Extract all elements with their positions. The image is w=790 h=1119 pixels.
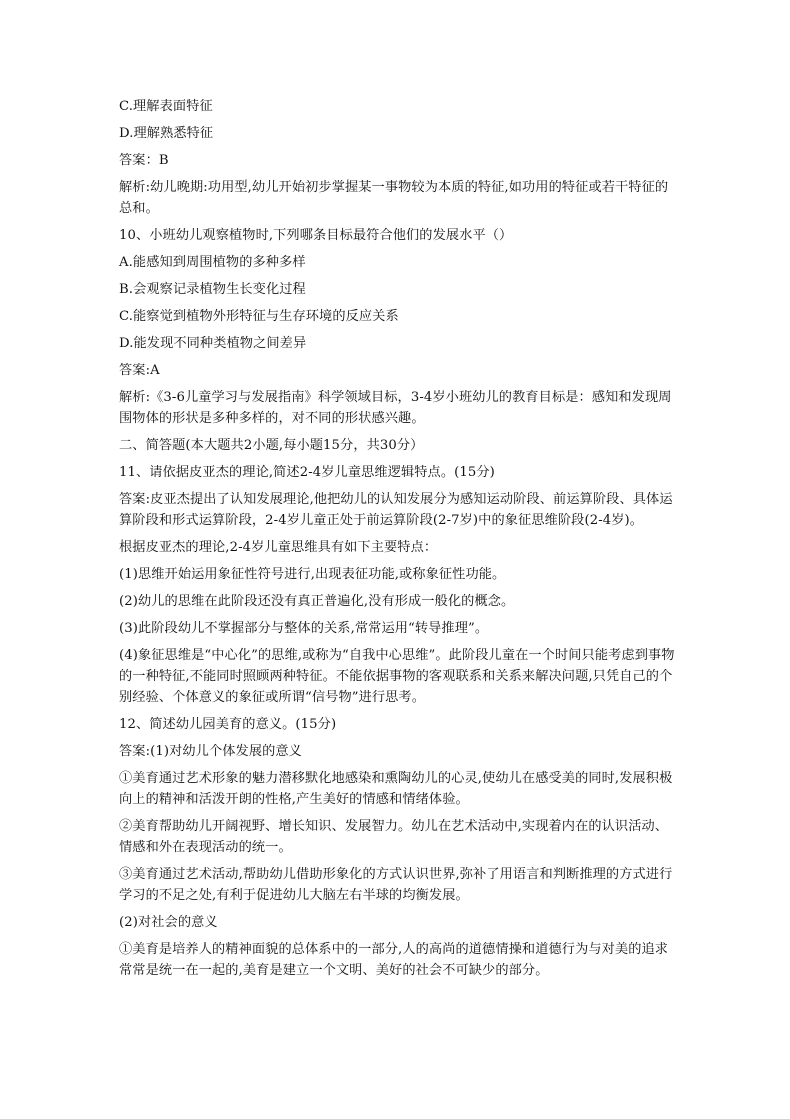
- option-d: D.理解熟悉特征: [119, 126, 214, 141]
- option-c: C.能察觉到植物外形特征与生存环境的反应关系: [119, 309, 399, 324]
- list-item: ③美育通过艺术活动,帮助幼儿借助形象化的方式认识世界,弥补了用语言和判断推理的方式进行学习的不足之处,有利于促进幼儿大脑左右半球的均衡发展。: [119, 867, 673, 903]
- explanation: 解析:幼儿晚期:功用型,幼儿开始初步掌握某一事物较为本质的特征,如功用的特征或若干特征的总和。: [119, 180, 669, 216]
- list-item: (2)幼儿的思维在此阶段还没有真正普遍化,没有形成一般化的概念。: [119, 594, 515, 609]
- paragraph: 根据皮亚杰的理论,2-4岁儿童思维具有如下主要特点：: [119, 540, 438, 555]
- question-10: 10、小班幼儿观察植物时,下列哪条目标最符合他们的发展水平（）: [119, 228, 513, 243]
- answer: 答案:(1)对幼儿个体发展的意义: [119, 744, 302, 759]
- list-item: (3)此阶段幼儿不掌握部分与整体的关系,常常运用“转导推理”。: [119, 621, 489, 636]
- list-item: ①美育通过艺术形象的魅力潜移默化地感染和熏陶幼儿的心灵,使幼儿在感受美的同时,发展积极向上的精神和活泼开朗的性格,产生美好的情感和情绪体验。: [119, 771, 673, 807]
- question-12: 12、简述幼儿园美育的意义。(15分): [119, 717, 337, 732]
- question-11: 11、请依据皮亚杰的理论,简述2-4岁儿童思维逻辑特点。(15分): [119, 465, 495, 480]
- option-c: C.理解表面特征: [119, 99, 213, 114]
- list-item: ②美育帮助幼儿开阔视野、增长知识、发展智力。幼儿在艺术活动中,实现着内在的认识活动、情感和外在表现活动的统一。: [119, 819, 669, 855]
- subheading: (2)对社会的意义: [119, 915, 218, 930]
- answer: 答案:A: [119, 363, 160, 378]
- explanation: 解析:《3-6儿童学习与发展指南》科学领域目标，3-4岁小班幼儿的教育目标是：感知和发现周围物体的形状是多种多样的，对不同的形状感兴趣。: [119, 390, 672, 426]
- list-item: ①美育是培养人的精神面貌的总体系中的一部分,人的高尚的道德情操和道德行为与对美的追求常常是统一在一起的,美育是建立一个文明、美好的社会不可缺少的部分。: [119, 942, 669, 978]
- option-d: D.能发现不同种类植物之间差异: [119, 336, 307, 351]
- list-item: (1)思维开始运用象征性符号进行,出现表征功能,或称象征性功能。: [119, 567, 506, 582]
- option-a: A.能感知到周围植物的多种多样: [119, 255, 306, 270]
- document-body: [119, 96, 679, 987]
- section-heading: 二、简答题(本大题共2小题,每小题15分，共30分）: [119, 438, 424, 453]
- answer: 答案：B: [119, 153, 169, 168]
- answer: 答案:皮亚杰提出了认知发展理论,他把幼儿的认知发展分为感知运动阶段、前运算阶段、具体运算阶段和形式运算阶段，2-4岁儿童正处于前运算阶段(2-7岁)中的象征思维阶段(2-4岁)。: [119, 492, 673, 528]
- option-b: B.会观察记录植物生长变化过程: [119, 282, 306, 297]
- list-item: (4)象征思维是“中心化”的思维,或称为“自我中心思维”。此阶段儿童在一个时间只能考虑到事物的一种特征,不能同时照顾两种特征。不能依据事物的客观联系和关系来解决问题,只凭自己的个别经验、个体意义的象征或所谓“信号物”进行思考。: [119, 648, 675, 705]
